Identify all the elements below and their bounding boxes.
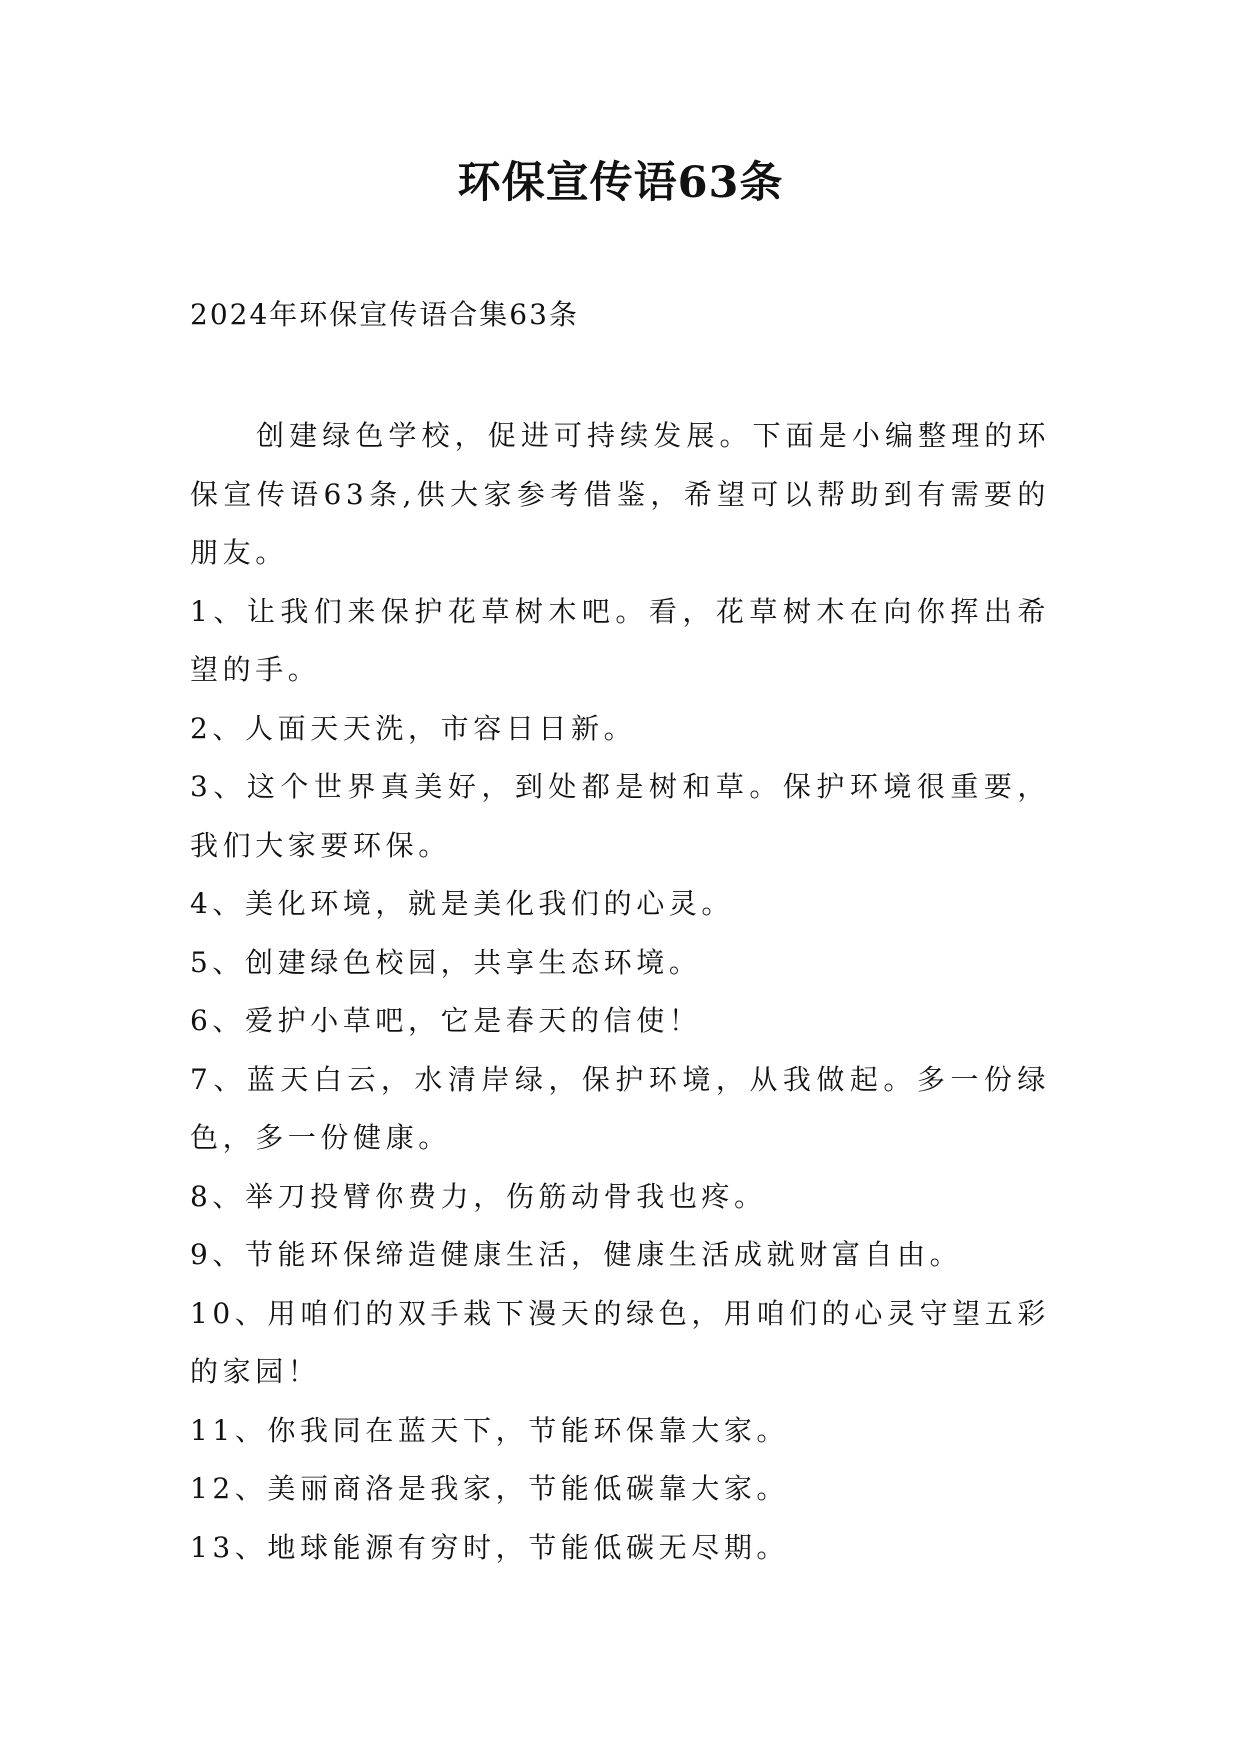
document-subtitle: 2024年环保宣传语合集63条: [190, 298, 579, 331]
intro-paragraph: 创建绿色学校，促进可持续发展。下面是小编整理的环保宣传语63条,供大家参考借鉴，希望可以帮助到有需要的朋友。: [190, 419, 1050, 569]
list-item: 7、蓝天白云，水清岸绿，保护环境，从我做起。多一份绿色，多一份健康。: [190, 1062, 1050, 1154]
list-item: 2、人面天天洗，市容日日新。: [190, 711, 637, 745]
list-item: 1、让我们来保护花草树木吧。看，花草树木在向你挥出希望的手。: [190, 594, 1050, 686]
list-item: 8、举刀投臂你费力，伤筋动骨我也疼。: [190, 1179, 767, 1213]
list-item: 4、美化环境，就是美化我们的心灵。: [190, 887, 735, 920]
list-item: 9、节能环保缔造健康生活，健康生活成就财富自由。: [190, 1238, 963, 1271]
list-item: 5、创建绿色校园，共享生态环境。: [190, 945, 702, 979]
document-title: 环保宣传语63条: [457, 158, 784, 208]
list-item: 12、美丽商洛是我家，节能低碳靠大家。: [190, 1472, 790, 1505]
list-item: 3、这个世界真美好，到处都是树和草。保护环境很重要，我们大家要环保。: [190, 770, 1050, 862]
document-body: [190, 407, 1050, 1577]
list-item: 6、爱护小草吧，它是春天的信使！: [190, 1004, 702, 1037]
list-item: 11、你我同在蓝天下，节能环保靠大家。: [190, 1413, 790, 1447]
list-item: 13、地球能源有穷时，节能低碳无尽期。: [190, 1530, 790, 1564]
list-item: 10、用咱们的双手栽下漫天的绿色，用咱们的心灵守望五彩的家园！: [190, 1296, 1050, 1388]
